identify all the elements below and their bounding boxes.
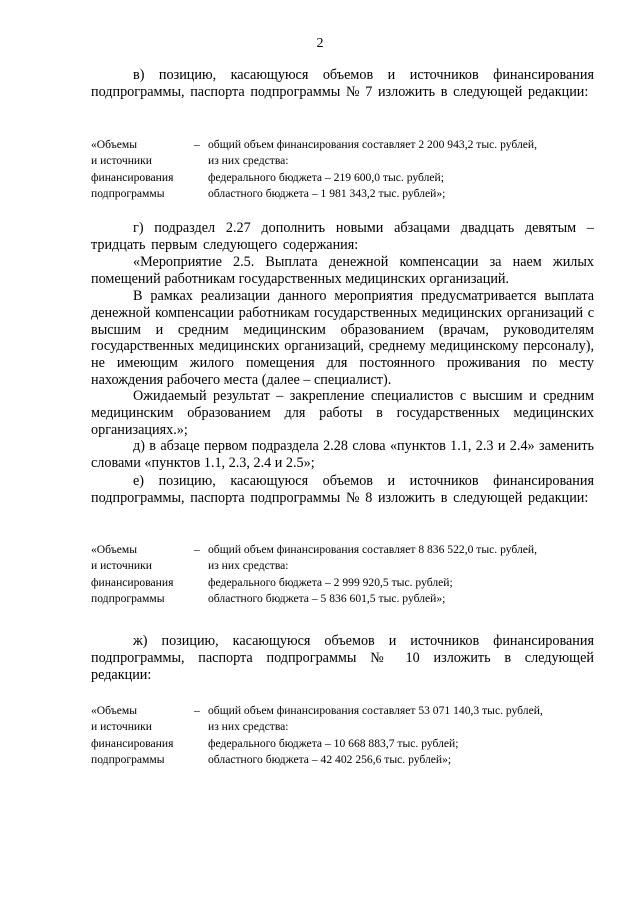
table-values: общий объем финансирования составляет 2 200 943,2 тыс. рублей, из них средства: федерального бюджета – 219 600,0 тыс. рублей; областного бюджета – 1 981 343,2 тыс. рублей»; <box>208 138 538 200</box>
table-dash: – <box>194 138 200 151</box>
item-g-paragraph: г) подраздел 2.27 дополнить новыми абзацами двадцать девятым – тридцать первым следующего содержания: <box>91 220 594 253</box>
page-number: 2 <box>316 36 324 51</box>
table-values: общий объем финансирования составляет 8 836 522,0 тыс. рублей, из них средства: федерального бюджета – 2 999 920,5 тыс. рублей; областного бюджета – 5 836 601,5 тыс. рублей»; <box>208 543 538 605</box>
item-zh-paragraph: ж) позицию, касающуюся объемов и источников финансирования подпрограммы, паспорта подпрограммы № 10 изложить в следующей редакции: <box>91 633 594 683</box>
measure-result-paragraph: Ожидаемый результат – закрепление специалистов с высшим и средним медицинским образованием для работы в государственных медицинских организациях.»; <box>91 388 594 438</box>
item-v-paragraph: в) позицию, касающуюся объемов и источников финансирования подпрограммы, паспорта подпрограммы № 7 изложить в следующей редакции: <box>91 67 594 100</box>
table-dash: – <box>194 704 200 717</box>
measure-title-paragraph: «Мероприятие 2.5. Выплата денежной компенсации за наем жилых помещений работникам государственных медицинских организаций. <box>91 254 594 287</box>
item-e-paragraph: е) позицию, касающуюся объемов и источников финансирования подпрограммы, паспорта подпрограммы № 8 изложить в следующей редакции: <box>91 473 594 506</box>
item-d-paragraph: д) в абзаце первом подраздела 2.28 слова «пунктов 1.1, 2.3 и 2.4» заменить словами «пунктов 1.1, 2.3, 2.4 и 2.5»; <box>91 438 594 471</box>
measure-body-paragraph: В рамках реализации данного мероприятия предусматривается выплата денежной компенсации работникам государственных медицинских организаций с высшим и средним медицинским образованием (врачам, руководителям государственных медицинских организаций, среднему медицинскому персоналу), не имеющим жилого помещения для постоянного проживания по месту нахождения рабочего места (далее – специалист). <box>91 288 594 388</box>
table-label: «Объемы и источники финансирования подпрограммы <box>91 138 174 200</box>
table-label: «Объемы и источники финансирования подпрограммы <box>91 704 174 766</box>
table-dash: – <box>194 543 200 556</box>
table-values: общий объем финансирования составляет 53 071 140,3 тыс. рублей, из них средства: федерального бюджета – 10 668 883,7 тыс. рублей; областного бюджета – 42 402 256,6 тыс. рублей»; <box>208 704 543 766</box>
table-label: «Объемы и источники финансирования подпрограммы <box>91 543 174 605</box>
